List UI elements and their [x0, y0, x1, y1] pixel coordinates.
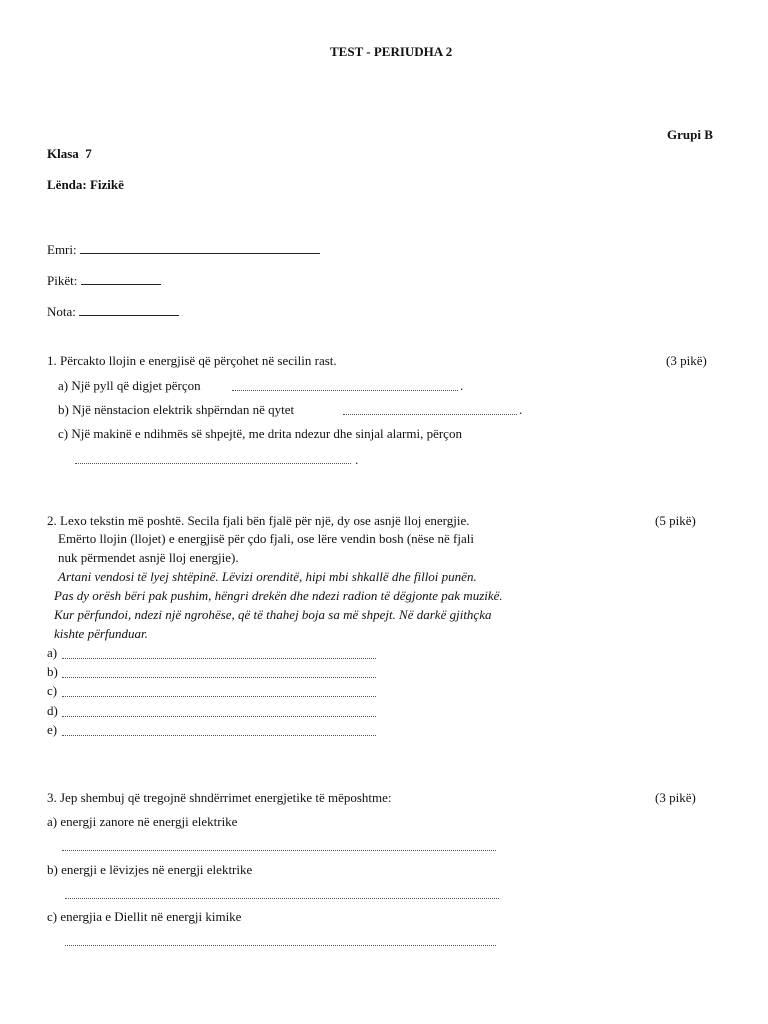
q3-prompt: 3. Jep shembuj që tregojnë shndërrimet energjetike të mëposhtme:: [47, 790, 392, 805]
page-title: TEST - PERIUDHA 2: [330, 44, 453, 59]
points-label: Pikët:: [47, 273, 78, 288]
q2-text-sentence-4: kishte përfunduar.: [54, 626, 148, 641]
q1-answer-b[interactable]: [343, 414, 517, 415]
q2-points: (5 pikë): [655, 513, 696, 528]
grade-line: [79, 303, 179, 316]
points-line: [81, 272, 161, 285]
q3-answer-a[interactable]: [62, 850, 496, 851]
grade-label: Nota:: [47, 304, 76, 319]
q3-item-a: a) energji zanore në energji elektrike: [47, 814, 238, 829]
q2-answer-c[interactable]: [62, 696, 376, 697]
q3-points: (3 pikë): [655, 790, 696, 805]
q1-item-c-end: .: [355, 452, 359, 467]
group-label: Grupi B: [667, 127, 713, 142]
q1-item-a: a) Një pyll që digjet përçon: [58, 378, 201, 393]
q2-answer-label-d: d): [47, 703, 58, 718]
q2-answer-b[interactable]: [62, 677, 376, 678]
q1-item-b: b) Një nënstacion elektrik shpërndan në qytet: [58, 402, 295, 417]
subject-label: Lënda: Fizikë: [47, 177, 124, 192]
name-label: Emri:: [47, 242, 77, 257]
name-line: [80, 241, 320, 254]
q2-instruction-line-2: Emërto llojin (llojet) e energjisë për çdo fjali, ose lëre vendin bosh (nëse në fjali: [58, 531, 474, 546]
q2-text-sentence-1: Artani vendosi të lyej shtëpinë. Lëvizi orenditë, hipi mbi shkallë dhe filloi punën.: [58, 569, 477, 584]
q3-item-b: b) energji e lëvizjes në energji elektrike: [47, 862, 253, 877]
q2-text-sentence-2: Pas dy orësh bëri pak pushim, hëngri drekën dhe ndezi radion të dëgjonte pak muzikë.: [54, 588, 503, 603]
q2-answer-label-b: b): [47, 664, 58, 679]
q2-answer-a[interactable]: [62, 658, 376, 659]
q1-answer-c[interactable]: [75, 463, 351, 464]
points-field[interactable]: [47, 272, 161, 289]
q1-points: (3 pikë): [666, 353, 707, 368]
q2-answer-d[interactable]: [62, 716, 376, 717]
q2-answer-e[interactable]: [62, 735, 376, 736]
name-field[interactable]: [47, 241, 320, 258]
q2-answer-label-c: c): [47, 683, 58, 698]
q1-item-c: c) Një makinë e ndihmës së shpejtë, me drita ndezur dhe sinjal alarmi, përçon: [58, 426, 462, 441]
q2-answer-label-a: a): [47, 645, 58, 660]
grade-field[interactable]: [47, 303, 179, 320]
q2-answer-label-e: e): [47, 722, 58, 737]
q3-answer-b[interactable]: [65, 898, 499, 899]
class-label: Klasa 7: [47, 146, 92, 161]
q1-prompt: 1. Përcakto llojin e energjisë që përçohet në secilin rast.: [47, 353, 337, 368]
q1-answer-a[interactable]: [232, 390, 458, 391]
q2-text-sentence-3: Kur përfundoi, ndezi një ngrohëse, që të thahej boja sa më shpejt. Në darkë gjithçka: [54, 607, 492, 622]
q3-answer-c[interactable]: [65, 945, 496, 946]
q1-item-b-end: .: [519, 402, 523, 417]
q3-item-c: c) energjia e Diellit në energji kimike: [47, 909, 242, 924]
q2-prompt: 2. Lexo tekstin më poshtë. Secila fjali bën fjalë për një, dy ose asnjë lloj energjie.: [47, 513, 470, 528]
q1-item-a-end: .: [460, 378, 464, 393]
q2-instruction-line-3: nuk përmendet asnjë lloj energjie).: [58, 550, 239, 565]
